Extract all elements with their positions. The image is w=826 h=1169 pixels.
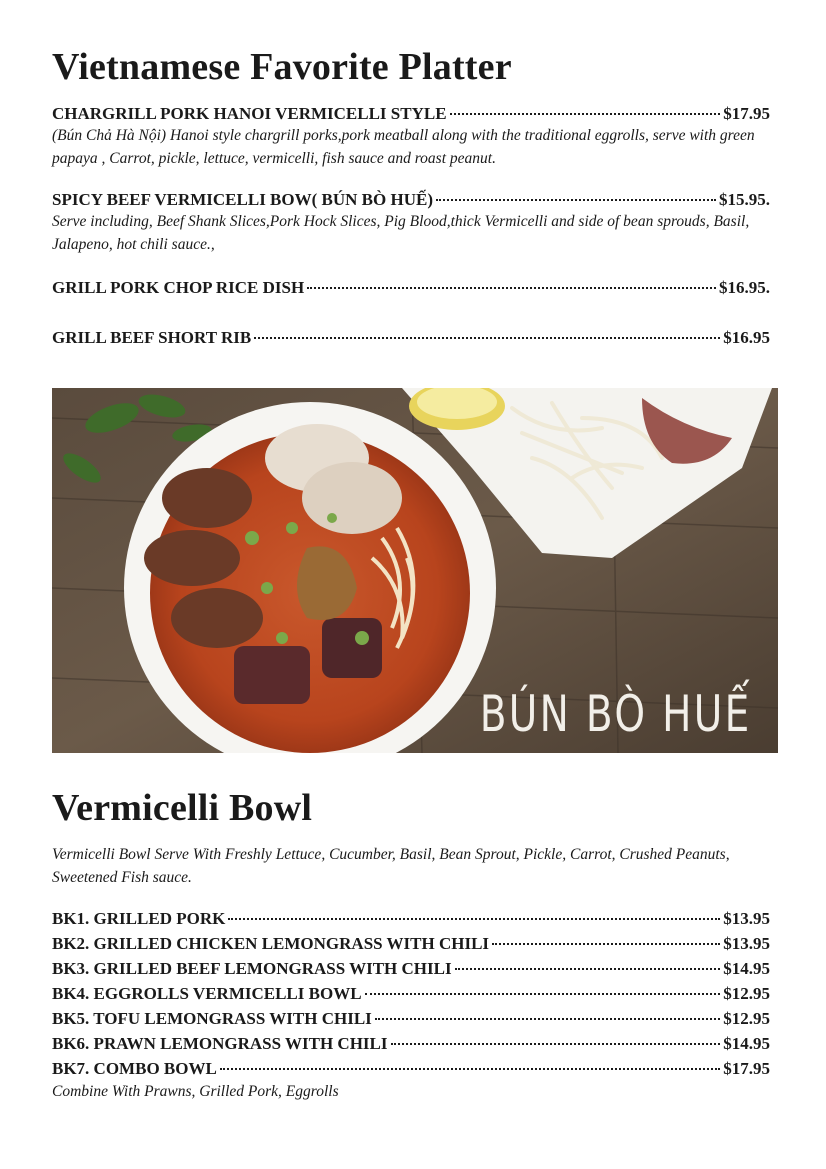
menu-item (52, 906, 770, 931)
menu-item (52, 190, 770, 256)
menu-item (52, 1006, 770, 1031)
leader-dots (436, 198, 716, 201)
photo-caption: BÚN BÒ HUẾ (480, 685, 752, 743)
item-name: BK2. GRILLED CHICKEN LEMONGRASS WITH CHILI (52, 934, 490, 953)
item-price: $16.95 (723, 328, 770, 347)
leader-dots (254, 336, 720, 339)
item-name: BK7. COMBO BOWL (52, 1059, 217, 1078)
item-price: $17.95 (723, 1059, 770, 1078)
item-description: (Bún Chả Hà Nội) Hanoi style chargrill porks,pork meatball along with the traditional eggrolls, serve with green papaya , Carrot, pickle, lettuce, vermicelli, fish sauce and roast peanut. (52, 127, 755, 168)
menu-item (52, 981, 770, 1006)
item-price: $14.95 (723, 1034, 770, 1053)
leader-dots (455, 967, 721, 970)
item-price: $16.95. (719, 278, 770, 297)
item-name: BK5. TOFU LEMONGRASS WITH CHILI (52, 1009, 372, 1028)
menu-item (52, 956, 770, 981)
leader-dots (220, 1067, 720, 1070)
leader-dots (307, 286, 716, 289)
combo-note: Combine With Prawns, Grilled Pork, Eggrolls (52, 1083, 339, 1100)
menu-item (52, 278, 770, 298)
item-name: SPICY BEEF VERMICELLI BOW( BÚN BÒ HUẾ) (52, 190, 433, 209)
item-name: BK1. GRILLED PORK (52, 909, 226, 928)
leader-dots (391, 1042, 721, 1045)
item-price: $14.95 (723, 959, 770, 978)
item-price: $17.95 (723, 104, 770, 123)
platter-title: Vietnamese Favorite Platter (52, 46, 512, 88)
item-price: $12.95 (723, 1009, 770, 1028)
menu-item (52, 1056, 770, 1081)
leader-dots (228, 917, 720, 920)
item-price: $13.95 (723, 934, 770, 953)
menu-item (52, 931, 770, 956)
item-name: GRILL PORK CHOP RICE DISH (52, 278, 305, 297)
leader-dots (375, 1017, 720, 1020)
item-name: CHARGRILL PORK HANOI VERMICELLI STYLE (52, 104, 447, 123)
leader-dots (492, 942, 720, 945)
item-name: BK4. EGGROLLS VERMICELLI BOWL (52, 984, 362, 1003)
item-price: $12.95 (723, 984, 770, 1003)
item-description: Serve including, Beef Shank Slices,Pork Hock Slices, Pig Blood,thick Vermicelli and side of bean sprouds, Basil, Jalapeno, hot chili sauce., (52, 213, 750, 254)
menu-item (52, 328, 770, 348)
item-name: BK3. GRILLED BEEF LEMONGRASS WITH CHILI (52, 959, 452, 978)
leader-dots (365, 992, 721, 995)
item-name: BK6. PRAWN LEMONGRASS WITH CHILI (52, 1034, 388, 1053)
leader-dots (450, 112, 721, 115)
bun-bo-hue-photo (52, 388, 778, 753)
menu-item (52, 1031, 770, 1056)
menu-item (52, 104, 770, 170)
item-name: GRILL BEEF SHORT RIB (52, 328, 252, 347)
vermicelli-title: Vermicelli Bowl (52, 787, 313, 829)
item-price: $13.95 (723, 909, 770, 928)
vermicelli-list (52, 906, 770, 1103)
item-price: $15.95. (719, 190, 770, 209)
vermicelli-intro: Vermicelli Bowl Serve With Freshly Lettuce, Cucumber, Basil, Bean Sprout, Pickle, Carrot, Crushed Peanuts, Sweetened Fish sauce. (52, 846, 730, 886)
